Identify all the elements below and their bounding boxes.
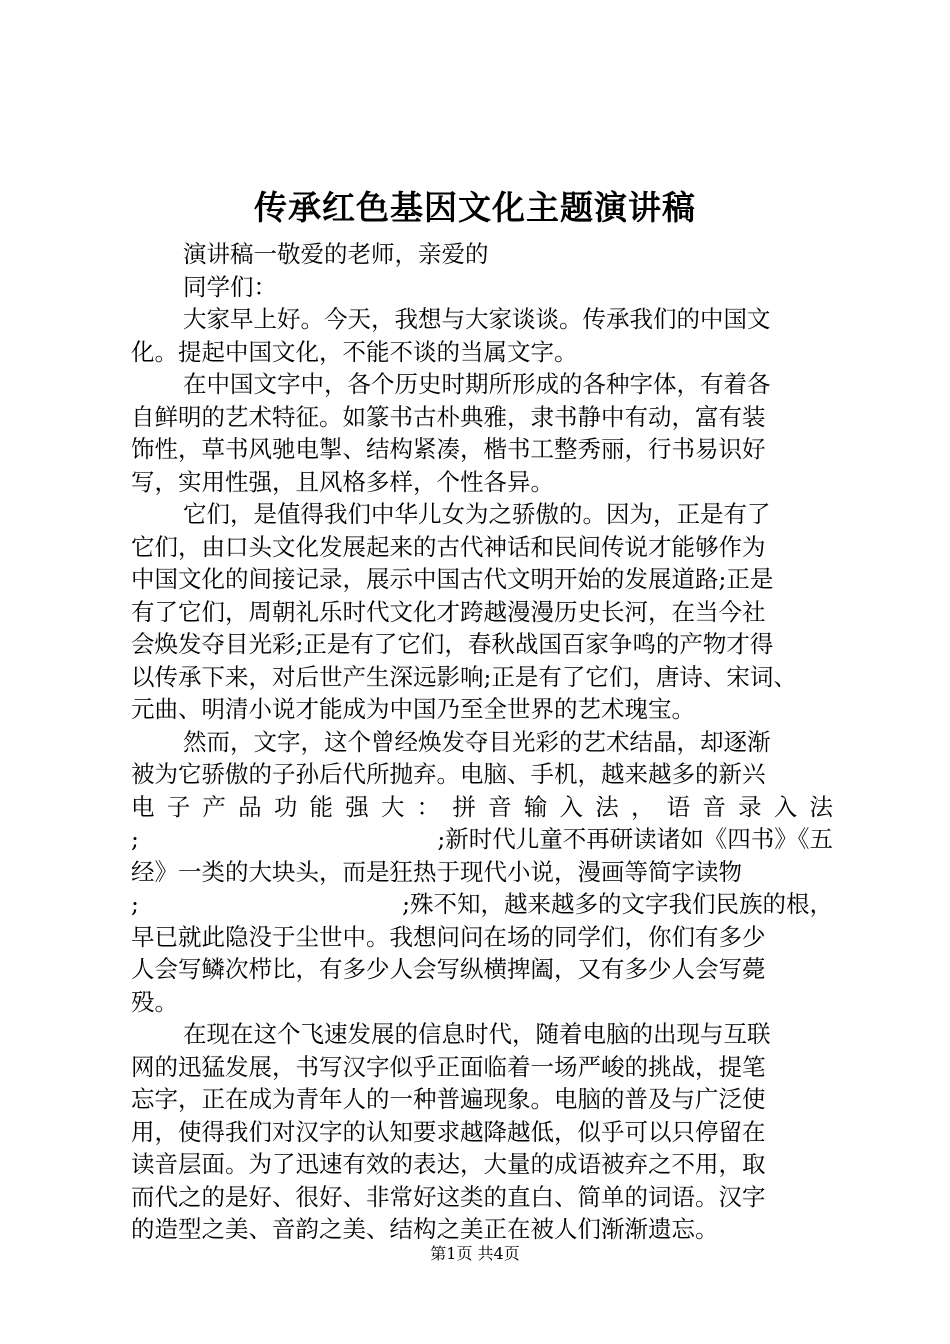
text-line: 然而，文字，这个曾经焕发夺目光彩的艺术结晶，却逐渐 bbox=[183, 727, 771, 756]
text-line: 被为它骄傲的子孙后代所抛弃。电脑、手机，越来越多的新兴 bbox=[131, 760, 766, 788]
text-line: 人会写鳞次栉比，有多少人会写纵横捭阖，又有多少人会写薨 bbox=[131, 955, 766, 983]
text-line: 在现在这个飞速发展的信息时代，随着电脑的出现与互联 bbox=[183, 1020, 771, 1048]
text-line: 用，使得我们对汉字的认知要求越降越低，似乎可以只停留在 bbox=[131, 1117, 766, 1146]
text-line: 演讲稿一敬爱的老师，亲爱的 bbox=[183, 240, 489, 268]
document-body bbox=[131, 238, 833, 1246]
text-line: 自鲜明的艺术特征。如篆书古朴典雅，隶书静中有动，富有装 bbox=[131, 402, 766, 431]
text-line: 它们，由口头文化发展起来的古代神话和民间传说才能够作为 bbox=[131, 532, 766, 561]
text-line: 殁。 bbox=[131, 987, 178, 1016]
text-line: 早已就此隐没于尘世中。我想问问在场的同学们，你们有多少 bbox=[131, 922, 766, 951]
document-title: 传承红色基因文化主题演讲稿 bbox=[254, 188, 696, 227]
text-line: 的造型之美、音韵之美、结构之美正在被人们渐渐遗忘。 bbox=[131, 1215, 719, 1243]
text-line: 写，实用性强，且风格多样，个性各异。 bbox=[131, 467, 554, 496]
text-line-gapped bbox=[131, 823, 833, 856]
text-line: 忘字，正在成为青年人的一种普遍现象。电脑的普及与广泛使 bbox=[131, 1085, 766, 1113]
text-line: 大家早上好。今天，我想与大家谈谈。传承我们的中国文 bbox=[183, 305, 771, 333]
text-line: 而代之的是好、很好、非常好这类的直白、简单的词语。汉字 bbox=[131, 1182, 766, 1211]
text-line: 经》一类的大块头，而是狂热于现代小说，漫画等简字读物 bbox=[131, 857, 742, 886]
text-line: 化。提起中国文化，不能不谈的当属文字。 bbox=[131, 337, 578, 366]
text-line: 以传承下来，对后世产生深远影响;正是有了它们，唐诗、宋词、 bbox=[131, 662, 797, 691]
text-line-spaced: 电子产品功能强大：拼音输入法，语音录入法 bbox=[131, 792, 833, 821]
text-line: 元曲、明清小说才能成为中国乃至全世界的艺术瑰宝。 bbox=[131, 695, 695, 723]
text-line: 有了它们，周朝礼乐时代文化才跨越漫漫历史长河，在当今社 bbox=[131, 597, 766, 626]
text-line: 网的迅猛发展，书写汉字似乎正面临着一场严峻的挑战，提笔 bbox=[131, 1052, 766, 1081]
text-line: 饰性，草书风驰电掣、结构紧凑，楷书工整秀丽，行书易识好 bbox=[131, 435, 766, 463]
semicolon-mark: ; bbox=[131, 825, 139, 853]
text-fragment: ;殊不知，越来越多的文字我们民族的根， bbox=[402, 890, 833, 918]
text-line: 它们，是值得我们中华儿女为之骄傲的。因为，正是有了 bbox=[183, 500, 771, 528]
semicolon-mark: ; bbox=[131, 890, 139, 918]
text-line-gapped bbox=[131, 888, 833, 921]
text-fragment: ;新时代儿童不再研读诸如《四书》《五 bbox=[437, 825, 833, 853]
text-line: 会焕发夺目光彩;正是有了它们，春秋战国百家争鸣的产物才得 bbox=[131, 630, 774, 658]
text-line: 中国文化的间接记录，展示中国古代文明开始的发展道路;正是 bbox=[131, 565, 774, 593]
text-line: 在中国文字中，各个历史时期所形成的各种字体，有着各 bbox=[183, 370, 771, 398]
page-footer: 第1页 共4页 bbox=[430, 1244, 520, 1263]
text-line: 同学们： bbox=[183, 272, 277, 301]
text-line: 读音层面。为了迅速有效的表达，大量的成语被弃之不用，取 bbox=[131, 1150, 766, 1178]
